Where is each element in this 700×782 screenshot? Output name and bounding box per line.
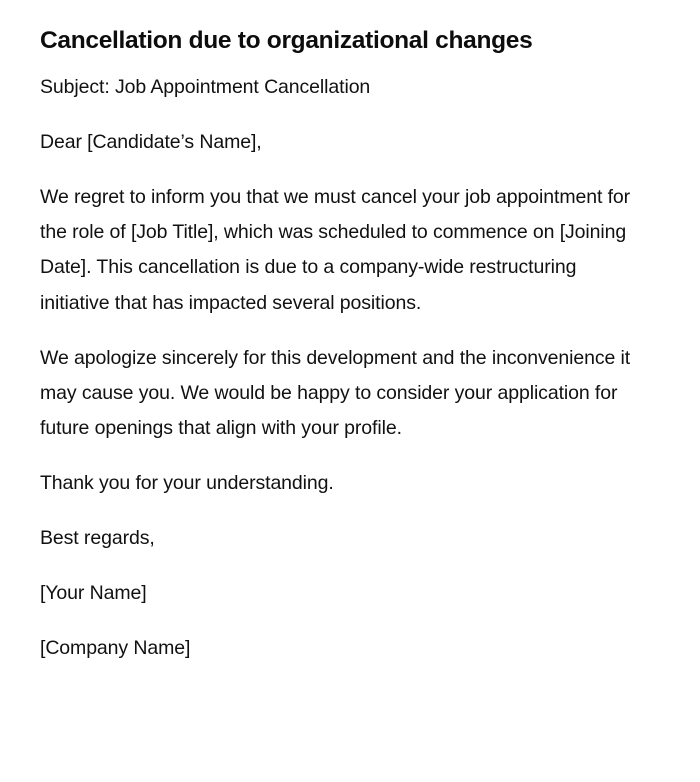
document-title: Cancellation due to organizational changes — [40, 27, 533, 54]
subject-line: Subject: Job Appointment Cancellation — [40, 76, 371, 98]
salutation: Dear [Candidate’s Name], — [40, 131, 262, 153]
body-paragraph-3: Thank you for your understanding. — [40, 472, 334, 495]
company-name: [Company Name] — [40, 637, 191, 660]
sender-name: [Your Name] — [40, 582, 147, 605]
closing: Best regards, — [40, 527, 155, 550]
body-paragraph-1: We regret to inform you that we must cancel your job appointment for the role of [Job Title], which was scheduled to commence on [Joining Date]. This cancellation is due to a company-wide restructuring initiative that has impacted several positions. — [40, 186, 631, 314]
letter-document — [40, 24, 650, 686]
body-paragraph-2: We apologize sincerely for this development and the inconvenience it may cause you. We would be happy to consider your application for future openings that align with your profile. — [40, 346, 631, 440]
